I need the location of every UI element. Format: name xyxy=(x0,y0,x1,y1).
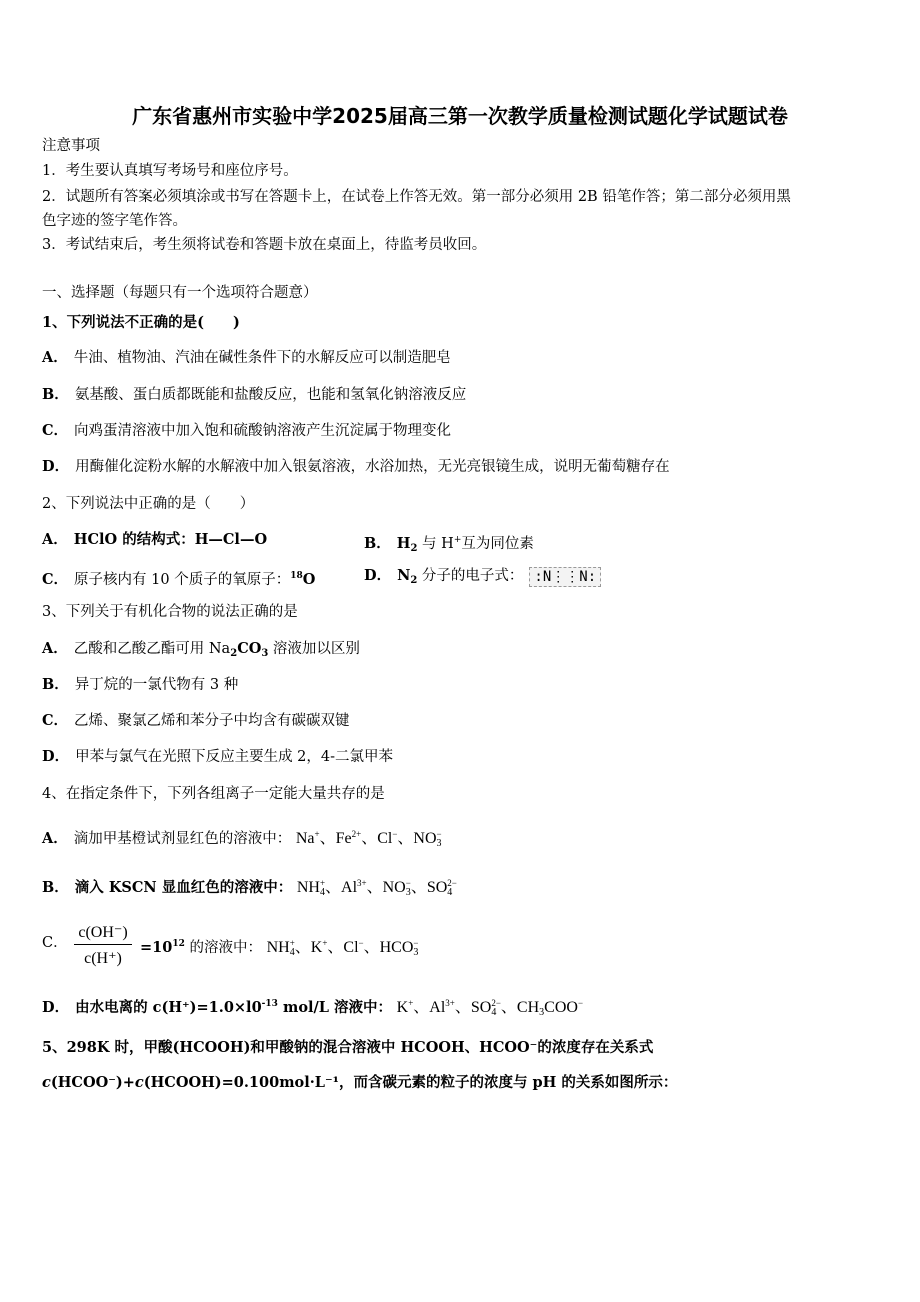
subscript: 2 xyxy=(230,648,238,659)
option-text: 的溶液中： xyxy=(184,940,262,956)
option-label: A． xyxy=(42,531,68,548)
notes-item-1: 1．考生要认真填写考场号和座位序号。 xyxy=(42,163,298,179)
q3-option-d xyxy=(42,747,393,767)
option-label: A． xyxy=(42,349,68,366)
option-label: D． xyxy=(42,458,70,475)
superscript: + xyxy=(453,535,462,545)
option-text: 滴加甲基橙试剂显红色的溶液中： xyxy=(73,831,292,847)
superscript: -13 xyxy=(261,999,278,1009)
option-label: A． xyxy=(42,830,68,847)
notes-item-3: 3．考试结束后，考生须将试卷和答题卡放在桌面上，待监考员收回。 xyxy=(42,237,487,253)
superscript: 18 xyxy=(290,571,303,581)
section-heading: 一、选择题（每题只有一个选项符合题意） xyxy=(42,285,318,301)
q4-option-c xyxy=(140,933,418,963)
formula-n: N xyxy=(397,567,411,584)
q2-option-d xyxy=(364,566,601,591)
notes-item-2b: 色字迹的签字笔作答。 xyxy=(42,213,187,229)
option-text: mol/L 溶液中： xyxy=(277,999,393,1016)
ion-list: $NH_4^+$、K+、Cl−、$HCO_3^-$ xyxy=(266,938,419,958)
q3-stem: 3、下列关于有机化合物的说法正确的是 xyxy=(42,604,298,620)
option-label: A． xyxy=(42,640,68,657)
option-label: C． xyxy=(42,712,69,729)
option-label: B． xyxy=(42,386,69,403)
subscript: 3 xyxy=(261,648,269,659)
option-label: B． xyxy=(42,676,69,693)
option-text: CO xyxy=(237,640,262,657)
option-text: 乙酸和乙酸乙酯可用 Na xyxy=(73,641,231,657)
option-text: 滴入 KSCN 显血红色的溶液中： xyxy=(74,879,293,896)
fraction xyxy=(74,922,132,968)
q5-text: (HCOOH)=0.100mol·L⁻¹，而含碳元素的粒子的浓度与 pH 的关系如图所示： xyxy=(143,1074,678,1091)
option-text: 氨基酸、蛋白质都既能和盐酸反应，也能和氢氧化钠溶液反应 xyxy=(74,387,467,403)
q2-option-c xyxy=(42,566,315,590)
element-symbol: O xyxy=(302,571,316,588)
formula-h: H xyxy=(396,535,411,552)
option-text: HClO 的结构式：H—Cl—O xyxy=(73,531,268,548)
q4-option-b xyxy=(42,873,457,903)
q1-option-c xyxy=(42,421,451,441)
notes-item-2a: 2．试题所有答案必须填涂或书写在答题卡上，在试卷上作答无效。第一部分必须用 2B 铅笔作答；第二部分必须用黑 xyxy=(42,189,791,205)
ion-list: K+、$Al^{3+}$、$SO_4^{2-}$、$CH_3COO^-$ xyxy=(396,998,584,1018)
option-text: 与 H xyxy=(417,536,454,552)
notes-heading: 注意事项 xyxy=(42,138,100,154)
q5-line-1: 5、298K 时，甲酸(HCOOH)和甲酸钠的混合溶液中 HCOOH、HCOO⁻的浓度存在关系式 xyxy=(42,1039,654,1056)
page-title: 广东省惠州市实验中学2025届高三第一次教学质量检测试题化学试题试卷 xyxy=(132,104,788,128)
option-label: C． xyxy=(42,422,69,439)
option-label: D． xyxy=(42,999,70,1016)
option-text: 用酶催化淀粉水解的水解液中加入银氨溶液，水浴加热，无光亮银镜生成，说明无葡萄糖存在 xyxy=(75,459,670,475)
option-text: 向鸡蛋清溶液中加入饱和硫酸钠溶液产生沉淀属于物理变化 xyxy=(74,423,452,439)
option-label: B． xyxy=(364,535,391,552)
q2-option-a xyxy=(42,530,267,550)
option-text: 乙烯、聚氯乙烯和苯分子中均含有碳碳双键 xyxy=(74,713,350,729)
q4-option-d xyxy=(42,993,583,1023)
q1-option-d xyxy=(42,457,670,477)
electron-formula-image: :N⋮⋮N: xyxy=(529,567,601,587)
q1-option-a xyxy=(42,348,451,368)
q5-text: (HCOO⁻)+ xyxy=(50,1074,135,1091)
q2-stem: 2、下列说法中正确的是（ ） xyxy=(42,496,255,512)
option-text: 互为同位素 xyxy=(461,536,534,552)
option-text: 原子核内有 10 个质子的氧原子： xyxy=(74,572,291,588)
fraction-denominator: c(H⁺) xyxy=(84,950,122,967)
q4-stem: 4、在指定条件下，下列各组离子一定能大量共存的是 xyxy=(42,786,385,802)
q3-option-a xyxy=(42,639,360,664)
q4-option-c-label: C． xyxy=(42,935,68,951)
q5-line-2 xyxy=(42,1073,677,1093)
option-text: 溶液加以区别 xyxy=(268,641,360,657)
fraction-numerator: c(OH⁻) xyxy=(74,922,132,945)
option-label: B． xyxy=(42,879,69,896)
option-text: 牛油、植物油、汽油在碱性条件下的水解反应可以制造肥皂 xyxy=(73,350,451,366)
q2-option-b xyxy=(364,530,534,559)
q1-stem: 1、下列说法不正确的是( ) xyxy=(42,314,240,331)
subscript: 2 xyxy=(410,575,418,586)
q4-option-a xyxy=(42,824,442,854)
q3-option-c xyxy=(42,711,350,731)
q3-option-b xyxy=(42,675,238,695)
option-text: 甲苯与氯气在光照下反应主要生成 2，4-二氯甲苯 xyxy=(75,749,394,765)
concentration-symbol: c xyxy=(42,1074,51,1091)
subscript: 2 xyxy=(410,543,418,554)
superscript: 12 xyxy=(172,939,185,949)
concentration-symbol: c xyxy=(134,1074,144,1091)
option-label: C． xyxy=(42,571,69,588)
option-label: D． xyxy=(364,567,392,584)
option-text: 分子的电子式： xyxy=(417,568,524,584)
q1-option-b xyxy=(42,385,466,405)
option-text: =10 xyxy=(140,939,173,956)
ion-list: Na+、$Fe^{2+}$、Cl−、$NO_3^-$ xyxy=(295,829,442,849)
ion-list: $NH_4^+$、$Al^{3+}$、$NO_3^-$、$SO_4^{2-}$ xyxy=(296,878,457,898)
option-label: D． xyxy=(42,748,70,765)
option-text: 异丁烷的一氯代物有 3 种 xyxy=(74,677,239,693)
option-text: 由水电离的 c(H⁺)=1.0×l0 xyxy=(75,999,262,1016)
